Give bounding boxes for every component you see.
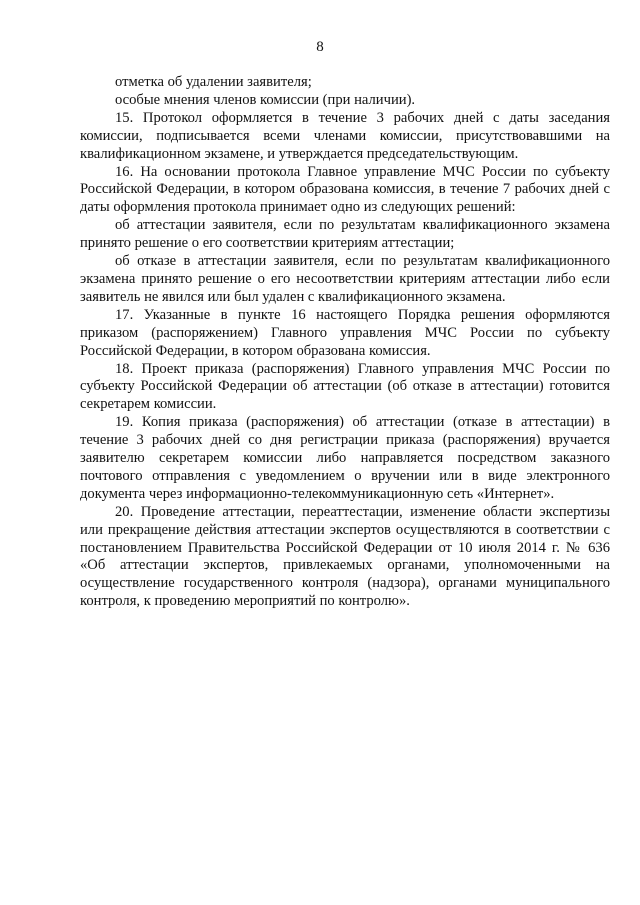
- document-body: [80, 74, 610, 611]
- paragraph-15: 15. Протокол оформляется в течение 3 рабочих дней с даты заседания комиссии, подписывается всеми членами комиссии, присутствовавшими на квалификационном экзамене, и утверждается председательствующим.: [80, 109, 610, 162]
- paragraph-18: 18. Проект приказа (распоряжения) Главного управления МЧС России по субъекту Российской Федерации об аттестации (об отказе в аттестации) готовится секретарем комиссии.: [80, 360, 610, 413]
- paragraph-removal-note: отметка об удалении заявителя;: [115, 74, 312, 90]
- paragraph-16-refusal: об отказе в аттестации заявителя, если по результатам квалификационного экзамена принято решение о его несоответствии критериям аттестации либо если заявитель не явился или был удален с квалификационного экзамена.: [80, 253, 610, 305]
- paragraph-16-attestation: об аттестации заявителя, если по результатам квалификационного экзамена принято решение о его соответствии критериям аттестации;: [80, 217, 610, 252]
- paragraph-special-opinions: особые мнения членов комиссии (при наличии).: [115, 91, 416, 108]
- page-number: 8: [316, 39, 324, 55]
- paragraph-16: 16. На основании протокола Главное управление МЧС России по субъекту Российской Федерации, в котором образована комиссия, в течение 7 рабочих дней с даты оформления протокола принимает одно из следующих решений:: [80, 163, 610, 216]
- paragraph-20: 20. Проведение аттестации, переаттестации, изменение области экспертизы или прекращение действия аттестации экспертов осуществляются в соответствии с постановлением Правительства Российской Федерации от 10 июля 2014 г. № 636 «Об аттестации экспертов, привлекаемых органами, уполномоченными на осуществление государственного контроля (надзора), органами муниципального контроля, к проведению мероприятий по контролю».: [80, 503, 610, 610]
- paragraph-19: 19. Копия приказа (распоряжения) об аттестации (отказе в аттестации) в течение 3 рабочих дней со дня регистрации приказа (распоряжения) вручается заявителю секретарем комиссии либо направляется посредством заказного почтового отправления с уведомлением о вручении или в виде электронного документа через информационно-телекоммуникационную сеть «Интернет».: [80, 414, 610, 502]
- paragraph-17: 17. Указанные в пункте 16 настоящего Порядка решения оформляются приказом (распоряжением) Главного управления МЧС России по субъекту Российской Федерации, в котором образована комиссия.: [80, 306, 610, 359]
